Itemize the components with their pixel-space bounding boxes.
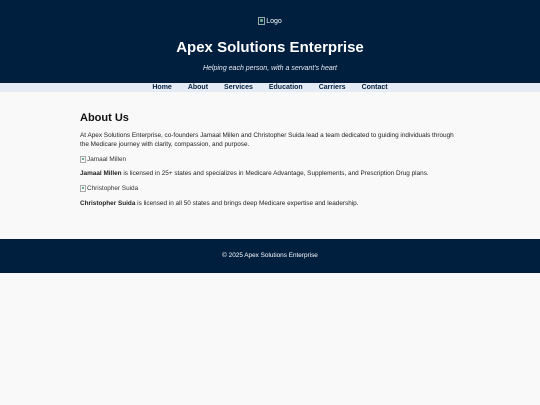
christopher-bio — [80, 200, 460, 209]
section-heading: About Us — [80, 112, 129, 124]
nav-about[interactable]: About — [187, 84, 209, 91]
christopher-bio-text: is licensed in all 50 states and brings deep Medicare expertise and leadership. — [135, 199, 359, 207]
logo-image[interactable] — [258, 17, 282, 26]
broken-image-icon — [80, 156, 86, 163]
christopher-photo-alt: Christopher Suida — [87, 185, 139, 192]
logo-alt-text: Logo — [266, 17, 282, 25]
nav-services[interactable]: Services — [224, 84, 253, 91]
nav-education[interactable]: Education — [268, 84, 303, 91]
jamaal-bio — [80, 170, 460, 179]
jamaal-name: Jamaal Millen — [80, 170, 122, 177]
site-header — [0, 0, 540, 83]
intro-paragraph: At Apex Solutions Enterprise, co-founders Jamaal Millen and Christopher Suida lead a team dedicated to guiding individuals through the Medicare journey with clarity, compassion, and purpose. — [80, 132, 454, 148]
jamaal-photo — [80, 155, 460, 163]
broken-image-icon — [80, 185, 86, 192]
nav-carriers[interactable]: Carriers — [318, 84, 346, 91]
broken-image-icon — [258, 17, 265, 25]
christopher-name: Christopher Suida — [80, 199, 136, 207]
site-title: Apex Solutions Enterprise — [176, 39, 364, 56]
about-section — [0, 92, 540, 208]
site-tagline: Helping each person, with a servant's heart — [202, 65, 338, 72]
nav-contact[interactable]: Contact — [361, 84, 388, 91]
footer-copyright: © 2025 Apex Solutions Enterprise — [222, 252, 318, 259]
jamaal-bio-text: is licensed in 25+ states and specializes in Medicare Advantage, Supplements, and Prescription Drug plans. — [121, 170, 429, 177]
nav-home[interactable]: Home — [152, 84, 172, 91]
main-nav — [0, 83, 540, 92]
site-footer — [0, 239, 540, 273]
christopher-photo — [80, 185, 460, 193]
jamaal-photo-alt: Jamaal Millen — [87, 155, 127, 163]
